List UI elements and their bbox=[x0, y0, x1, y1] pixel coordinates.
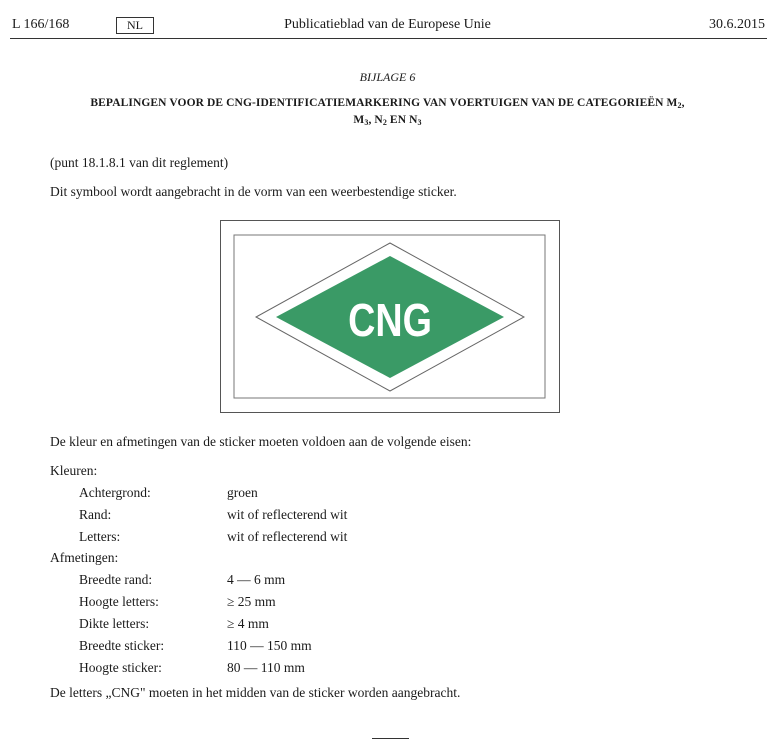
language-badge: NL bbox=[116, 17, 154, 34]
cng-sticker-figure bbox=[220, 220, 560, 413]
end-rule bbox=[372, 738, 409, 739]
closing-paragraph: De letters „CNG" moeten in het midden van de sticker worden aangebracht. bbox=[50, 685, 461, 700]
dimensions-heading: Afmetingen: bbox=[50, 550, 119, 565]
spec-value: 80 — 110 mm bbox=[227, 660, 305, 675]
spec-value: wit of reflecterend wit bbox=[227, 529, 348, 544]
colors-heading: Kleuren: bbox=[50, 463, 98, 478]
requirements-intro: De kleur en afmetingen van de sticker moeten voldoen aan de volgende eisen: bbox=[50, 434, 472, 449]
header-rule bbox=[10, 38, 767, 39]
spec-label: Rand: bbox=[79, 507, 112, 522]
spec-value: groen bbox=[227, 485, 258, 500]
spec-value: 4 — 6 mm bbox=[227, 572, 286, 587]
annex-title-line-1: BEPALINGEN VOOR DE CNG-IDENTIFICATIEMARKERING VAN VOERTUIGEN VAN DE CATEGORIEËN $M_2$, bbox=[90, 97, 685, 110]
intro-paragraph: Dit symbool wordt aangebracht in de vorm van een weerbestendige sticker. bbox=[50, 184, 457, 199]
cng-sticker-text: CNG bbox=[348, 294, 432, 346]
spec-value: wit of reflecterend wit bbox=[227, 507, 348, 522]
journal-title: Publicatieblad van de Europese Unie bbox=[284, 17, 491, 32]
point-reference: (punt 18.1.8.1 van dit reglement) bbox=[50, 155, 229, 170]
spec-label: Breedte rand: bbox=[79, 572, 153, 587]
spec-label: Dikte letters: bbox=[79, 616, 150, 631]
annex-title bbox=[60, 96, 715, 130]
spec-value: ≥ 25 mm bbox=[227, 594, 276, 609]
annex-label: BIJLAGE 6 bbox=[359, 70, 416, 84]
publication-date: 30.6.2015 bbox=[709, 17, 765, 32]
spec-label: Achtergrond: bbox=[79, 485, 151, 500]
spec-value: ≥ 4 mm bbox=[227, 616, 269, 631]
page-reference: L 166/168 bbox=[12, 17, 70, 32]
annex-title-line-2: $M_3$, $N_2$ EN $N_3$ bbox=[353, 114, 422, 127]
spec-label: Hoogte letters: bbox=[79, 594, 159, 609]
spec-value: 110 — 150 mm bbox=[227, 638, 312, 653]
spec-label: Letters: bbox=[79, 529, 121, 544]
spec-label: Hoogte sticker: bbox=[79, 660, 162, 675]
spec-label: Breedte sticker: bbox=[79, 638, 165, 653]
